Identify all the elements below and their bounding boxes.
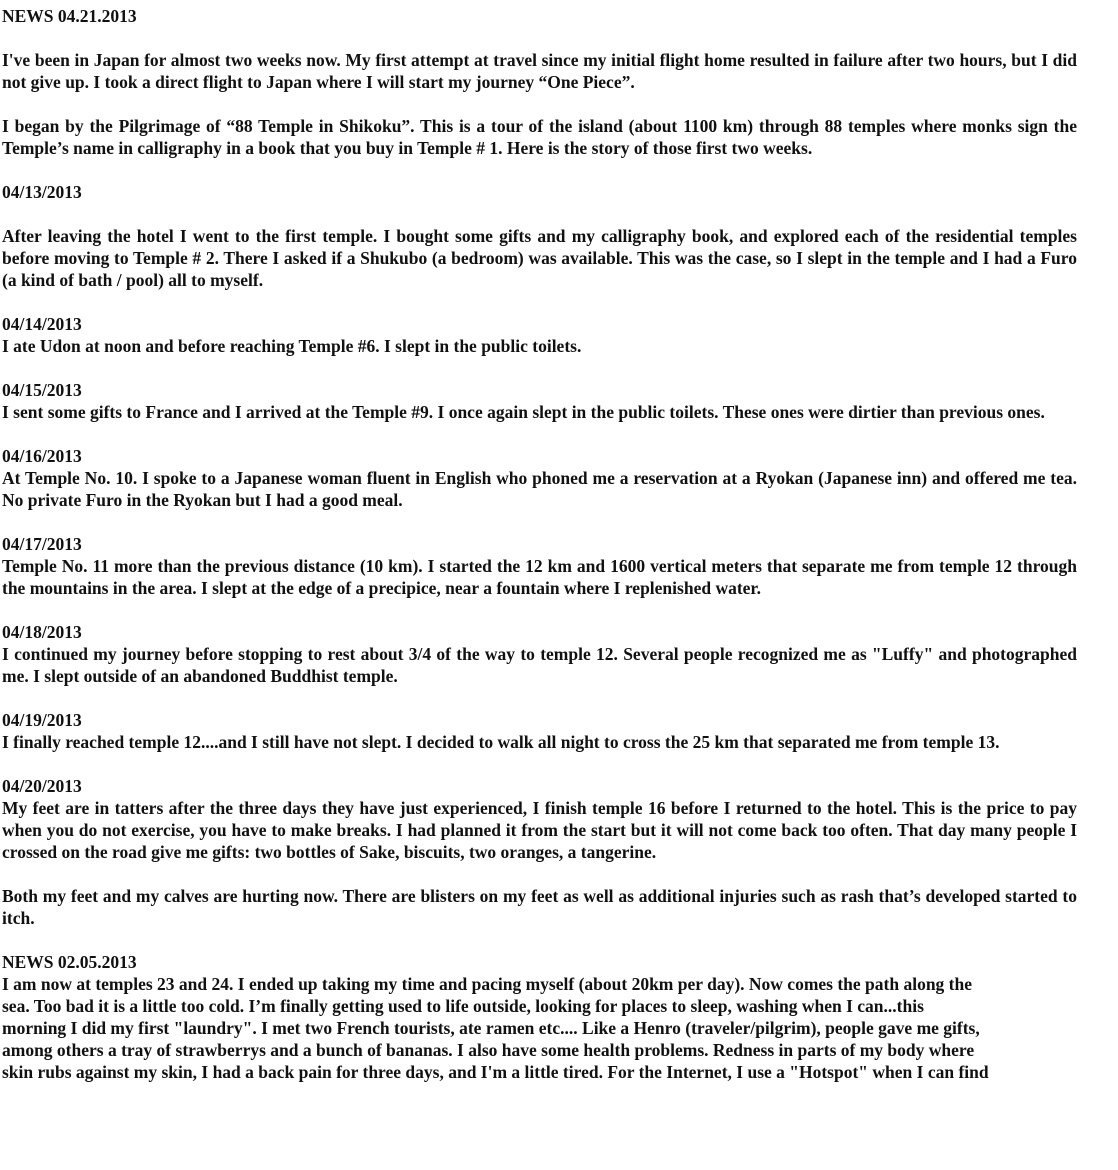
blog-document [2,5,1077,1083]
entry-date: 04/14/2013 [2,314,82,334]
text-line: among others a tray of strawberrys and a bunch of bananas. I also have some health problems. Redness in parts of my body where [2,1040,975,1060]
intro-paragraph: I've been in Japan for almost two weeks now. My first attempt at travel since my initial flight home resulted in failure after two hours, but I did not give up. I took a direct flight to Japan where I will start my journey “One Piece”. [2,50,1077,92]
entry-text: Temple No. 11 more than the previous distance (10 km). I started the 12 km and 1600 vertical meters that separate me from temple 12 through the mountains in the area. I slept at the edge of a precipice, near a fountain where I replenished water. [2,556,1077,598]
news-paragraph [2,973,1077,1083]
intro-paragraph: I began by the Pilgrimage of “88 Temple in Shikoku”. This is a tour of the island (about 1100 km) through 88 temples where monks sign the Temple’s name in calligraphy in a book that you buy in Temple # 1. Here is the story of those first two weeks. [2,116,1077,158]
closing-paragraph: Both my feet and my calves are hurting now. There are blisters on my feet as well as additional injuries such as rash that’s developed started to itch. [2,886,1077,928]
entry-text: After leaving the hotel I went to the first temple. I bought some gifts and my calligraphy book, and explored each of the residential temples before moving to Temple # 2. There I asked if a Shukubo (a bedroom) was available. This was the case, so I slept in the temple and I had a Furo (a kind of bath / pool) all to myself. [2,226,1077,290]
entry-text: At Temple No. 10. I spoke to a Japanese woman fluent in English who phoned me a reservation at a Ryokan (Japanese inn) and offered me tea. No private Furo in the Ryokan but I had a good meal. [2,468,1077,510]
entry-date: 04/19/2013 [2,710,82,730]
entry-date: 04/16/2013 [2,446,82,466]
text-line: morning I did my first "laundry". I met two French tourists, ate ramen etc.... Like a Henro (traveler/pilgrim), people gave me gifts, [2,1018,980,1038]
entry-text: My feet are in tatters after the three days they have just experienced, I finish temple 16 before I returned to the hotel. This is the price to pay when you do not exercise, you have to make breaks. I had planned it from the start but it will not come back too often. That day many people I crossed on the road give me gifts: two bottles of Sake, biscuits, two oranges, a tangerine. [2,798,1077,862]
entry-text: I sent some gifts to France and I arrived at the Temple #9. I once again slept in the public toilets. These ones were dirtier than previous ones. [2,402,1045,422]
entry-date: 04/13/2013 [2,182,82,202]
entry-date: 04/20/2013 [2,776,82,796]
entry-date: 04/18/2013 [2,622,82,642]
entry-date: 04/15/2013 [2,380,82,400]
text-line: I am now at temples 23 and 24. I ended up taking my time and pacing myself (about 20km per day). Now comes the path along the [2,974,973,994]
news-heading: NEWS 04.21.2013 [2,6,137,26]
entry-text: I finally reached temple 12....and I still have not slept. I decided to walk all night to cross the 25 km that separated me from temple 13. [2,732,1000,752]
entry-text: I ate Udon at noon and before reaching Temple #6. I slept in the public toilets. [2,336,582,356]
entry-date: 04/17/2013 [2,534,82,554]
news-heading: NEWS 02.05.2013 [2,952,137,972]
entry-text: I continued my journey before stopping to rest about 3/4 of the way to temple 12. Several people recognized me as "Luffy" and photographed me. I slept outside of an abandoned Buddhist temple. [2,644,1077,686]
text-line: skin rubs against my skin, I had a back pain for three days, and I'm a little tired. For the Internet, I use a "Hotspot" when I can find [2,1062,989,1082]
text-line: sea. Too bad it is a little too cold. I’m finally getting used to life outside, looking for places to sleep, washing when I can...this [2,996,924,1016]
